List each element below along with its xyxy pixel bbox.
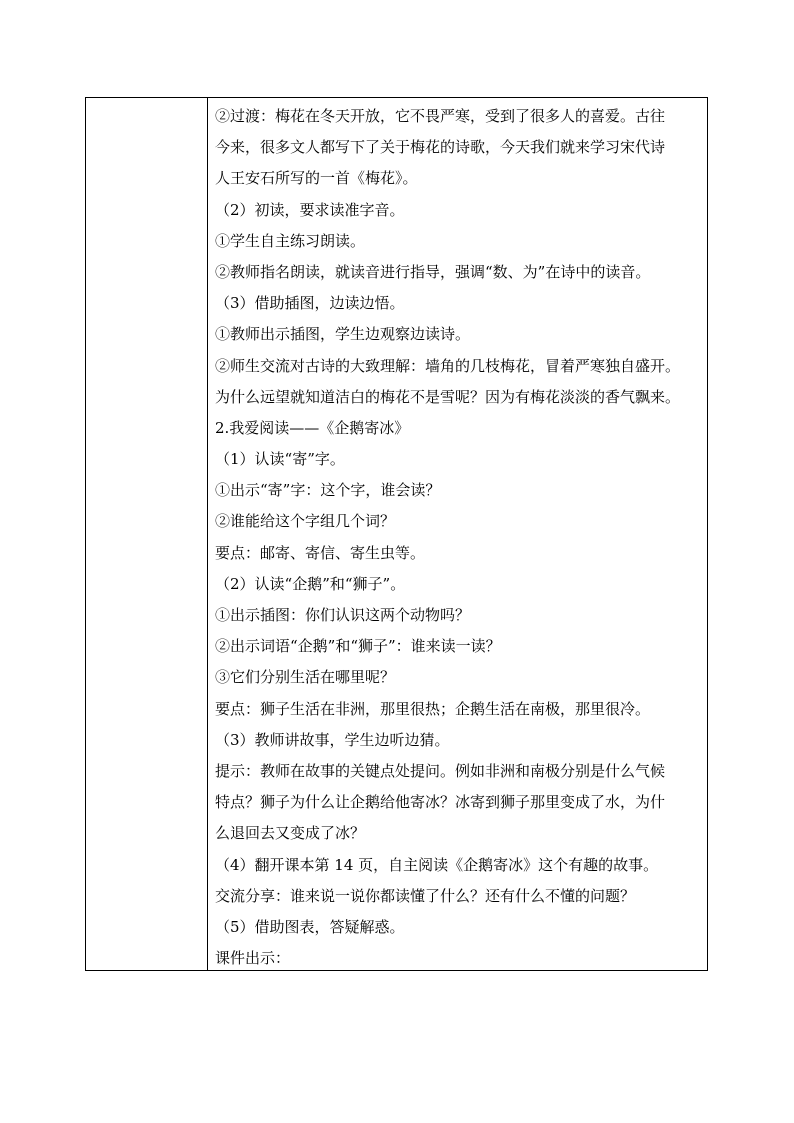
text-line: （3）教师讲故事，学生边听边猜。 bbox=[215, 730, 450, 749]
text-line: ①出示“寄”字：这个字，谁会读？ bbox=[215, 481, 441, 500]
text-line: 交流分享：谁来说一说你都读懂了什么？还有什么不懂的问题？ bbox=[215, 886, 636, 905]
text-line: 要点：狮子生活在非洲，那里很热；企鹅生活在南极，那里很冷。 bbox=[215, 699, 651, 718]
text-line: ②出示词语“企鹅”和“狮子”：谁来读一读？ bbox=[215, 637, 501, 656]
text-line: （5）借助图表，答疑解惑。 bbox=[215, 917, 405, 936]
text-line: 课件出示： bbox=[215, 949, 291, 968]
text-line: 么退回去又变成了冰？ bbox=[215, 824, 366, 843]
table-left-column bbox=[86, 98, 208, 970]
text-line: ②教师指名朗读，就读音进行指导，强调“数、为”在诗中的读音。 bbox=[215, 262, 651, 281]
text-line: ②师生交流对古诗的大致理解：墙角的几枝梅花，冒着严寒独自盛开。 bbox=[215, 356, 681, 375]
text-line: 特点？狮子为什么让企鹅给他寄冰？冰寄到狮子那里变成了水，为什 bbox=[215, 793, 666, 812]
lesson-plan-table bbox=[85, 97, 708, 971]
text-line: 提示：教师在故事的关键点处提问。例如非洲和南极分别是什么气候 bbox=[215, 761, 666, 780]
text-line: （1）认读“寄”字。 bbox=[215, 450, 345, 469]
text-line: ③它们分别生活在哪里呢？ bbox=[215, 668, 396, 687]
text-line: （2）初读，要求读准字音。 bbox=[215, 200, 405, 219]
text-line: ①学生自主练习朗读。 bbox=[215, 231, 366, 250]
section-heading: 2.我爱阅读——《企鹅寄冰》 bbox=[215, 418, 410, 437]
text-line: 今来，很多文人都写下了关于梅花的诗歌，今天我们就来学习宋代诗 bbox=[215, 138, 666, 157]
text-line: 为什么远望就知道洁白的梅花不是雪呢？因为有梅花淡淡的香气飘来。 bbox=[215, 387, 681, 406]
text-line: （4）翻开课本第 14 页，自主阅读《企鹅寄冰》这个有趣的故事。 bbox=[215, 855, 659, 874]
table-content-cell bbox=[208, 98, 707, 970]
text-line: （2）认读“企鹅”和“狮子”。 bbox=[215, 574, 406, 593]
text-line: ①教师出示插图，学生边观察边读诗。 bbox=[215, 325, 471, 344]
text-line: ②过渡：梅花在冬天开放，它不畏严寒，受到了很多人的喜爱。古往 bbox=[215, 107, 666, 125]
text-line: （3）借助插图，边读边悟。 bbox=[215, 294, 405, 313]
text-line: ②谁能给这个字组几个词？ bbox=[215, 512, 396, 531]
text-line: 要点：邮寄、寄信、寄生虫等。 bbox=[215, 543, 426, 562]
text-line: ①出示插图：你们认识这两个动物吗？ bbox=[215, 606, 471, 624]
text-line: 人王安石所写的一首《梅花》。 bbox=[215, 169, 418, 188]
